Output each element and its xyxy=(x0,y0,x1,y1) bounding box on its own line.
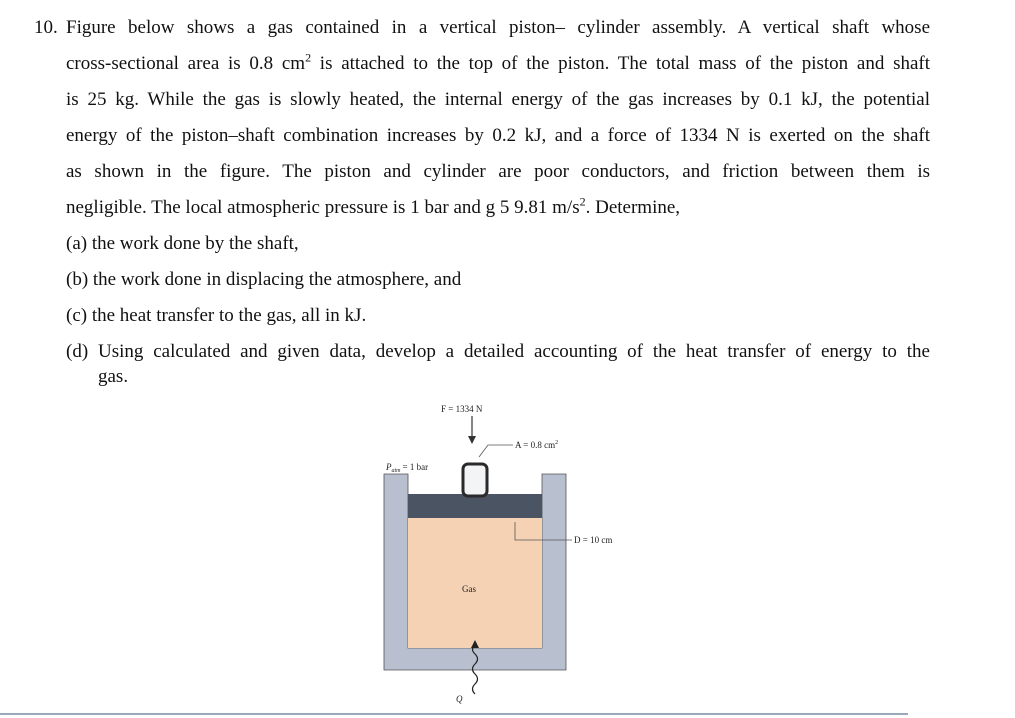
patm-label: $P_{atm} = 1$ bar xyxy=(386,462,429,474)
force-label: F = 1334 N xyxy=(441,404,483,414)
bottom-rule xyxy=(0,713,908,715)
part-c: (c) the heat transfer to the gas, all in kJ. xyxy=(66,305,367,326)
gas-region xyxy=(408,518,542,648)
piston xyxy=(408,494,542,518)
part-d: (d) Using calculated and given data, develop a detailed accounting of the heat transfer of energy to the xyxy=(66,341,930,362)
gas-label: Gas xyxy=(462,584,476,594)
heat-label: Q xyxy=(456,694,463,704)
part-d-continued: gas. xyxy=(98,366,129,387)
question-line-2: cross-sectional area is 0.8 $cm^2$ is attached to the top of the piston. The total mass of the piston and shaft xyxy=(66,50,930,74)
diameter-label: D = 10 cm xyxy=(574,535,613,545)
question-number: 10. xyxy=(34,17,58,38)
question-line-3: is 25 kg. While the gas is slowly heated, the internal energy of the gas increases by 0.1 kJ, the potential xyxy=(66,89,930,110)
part-a: (a) the work done by the shaft, xyxy=(66,233,299,254)
shaft xyxy=(463,464,487,496)
question-line-4: energy of the piston–shaft combination increases by 0.2 kJ, and a force of 1334 N is exerted on the shaft xyxy=(66,125,930,146)
part-b: (b) the work done in displacing the atmosphere, and xyxy=(66,269,462,290)
question-line-6: negligible. The local atmospheric pressure is 1 bar and g 5 9.81 $m/s^2$. Determine, xyxy=(66,194,681,218)
area-leader xyxy=(479,445,513,457)
area-label: A = 0.8 $cm^2$ xyxy=(515,440,559,450)
force-arrow-head xyxy=(468,436,476,444)
piston-cylinder-figure xyxy=(370,398,670,710)
question-line-1: Figure below shows a gas contained in a vertical piston– cylinder assembly. A vertical shaft whose xyxy=(66,17,930,38)
question-line-5: as shown in the figure. The piston and cylinder are poor conductors, and friction between them is xyxy=(66,161,930,182)
